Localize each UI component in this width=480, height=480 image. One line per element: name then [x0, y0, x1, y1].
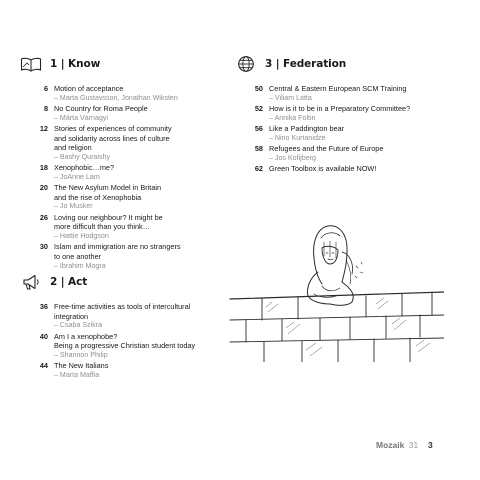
- toc-entry[interactable]: [20, 361, 230, 380]
- page-number: 40: [39, 331, 48, 341]
- section-header: [235, 54, 460, 74]
- open-book-icon: [20, 55, 42, 73]
- entry-title: Refugees and the Future of Europe: [269, 144, 384, 153]
- toc-entry[interactable]: [20, 104, 230, 123]
- toc-entry[interactable]: [20, 213, 230, 242]
- toc-list: [20, 84, 230, 271]
- entry-author: – Csaba Szikra: [54, 321, 103, 330]
- entry-author: – Márta Várnagyi: [54, 113, 109, 122]
- toc-entry[interactable]: [20, 163, 230, 182]
- entry-title: How is it to be in a Preparatory Committee?: [269, 104, 411, 113]
- entry-author: – Marta Gustavsson, Jonathan Wiksten: [54, 93, 178, 102]
- section-know: [20, 54, 230, 272]
- wall-figure-illustration: [226, 212, 444, 367]
- toc-entry[interactable]: [20, 332, 230, 361]
- section-header: [20, 272, 230, 292]
- page-number: 20: [39, 183, 48, 193]
- entry-title: Loving our neighbour? It might be more difficult than you think…: [54, 212, 163, 232]
- entry-author: – Viliam Latta: [269, 93, 312, 102]
- entry-title: The New Italians: [54, 361, 109, 371]
- magazine-name: Mozaik: [376, 440, 405, 450]
- toc-entry[interactable]: [235, 104, 460, 123]
- entry-title: Xenophobic…me?: [54, 163, 115, 173]
- page-number: 30: [39, 242, 48, 252]
- toc-list: [235, 84, 460, 174]
- entry-title: No Country for Roma People: [54, 104, 148, 113]
- entry-author: – Nino Kurtanidze: [269, 133, 326, 142]
- section-header: [20, 54, 230, 74]
- page-footer: [376, 440, 433, 450]
- entry-author: – JoAnne Lam: [54, 172, 100, 181]
- entry-author: – Ibrahim Mogra: [54, 261, 106, 270]
- section-title: 2 | Act: [50, 276, 88, 288]
- page-number: 58: [254, 144, 263, 153]
- page-number: 56: [254, 124, 263, 133]
- megaphone-icon: [20, 273, 42, 291]
- page-number: 6: [43, 84, 48, 93]
- page-number: 36: [39, 302, 48, 311]
- toc-entry[interactable]: [20, 124, 230, 162]
- entry-title: Stories of experiences of community and solidarity across lines of culture and religion: [54, 124, 172, 153]
- toc-entry[interactable]: [235, 164, 460, 174]
- toc-entry[interactable]: [20, 242, 230, 271]
- toc-list: [20, 302, 230, 380]
- toc-entry[interactable]: [235, 84, 460, 103]
- toc-entry[interactable]: [235, 144, 460, 163]
- entry-author: – Bashy Quraishy: [54, 152, 110, 161]
- page-number: 50: [254, 84, 263, 93]
- toc-entry[interactable]: [235, 124, 460, 143]
- entry-title: Green Toolbox is available NOW!: [269, 164, 377, 173]
- page-number: 44: [39, 361, 48, 371]
- entry-title: The New Asylum Model in Britain and the rise of Xenophobia: [54, 183, 162, 202]
- entry-author: – Marta Maffia: [54, 370, 100, 379]
- page-number: 18: [39, 163, 48, 173]
- entry-author: – Hattie Hodgson: [54, 231, 109, 240]
- page-number-footer: 3: [428, 440, 433, 450]
- entry-author: – Annika Foltin: [269, 113, 316, 122]
- section-title: 3 | Federation: [265, 58, 347, 70]
- entry-title: Am I a xenophobe? Being a progressive Christian student today: [54, 331, 196, 351]
- issue-number: 31: [408, 440, 419, 450]
- globe-icon: [235, 55, 257, 73]
- page-number: 52: [254, 104, 263, 113]
- entry-title: Islam and immigration are no strangers to one another: [54, 242, 181, 261]
- section-act: [20, 272, 230, 381]
- toc-entry[interactable]: [20, 84, 230, 103]
- entry-author: – Jo Musker: [54, 202, 93, 211]
- entry-author: – Shannon Philip: [54, 350, 108, 359]
- toc-entry[interactable]: [20, 302, 230, 331]
- page-number: 12: [39, 124, 48, 133]
- entry-title: Central & Eastern European SCM Training: [269, 84, 407, 93]
- entry-title: Like a Paddington bear: [269, 124, 345, 133]
- entry-author: – Jos Kofijberg: [269, 153, 316, 162]
- toc-entry[interactable]: [20, 183, 230, 212]
- page-number: 8: [43, 104, 48, 113]
- page-number: 26: [39, 212, 48, 222]
- section-federation: [235, 54, 460, 175]
- section-title: 1 | Know: [50, 58, 101, 70]
- entry-title: Free-time activities as tools of intercultural integration: [54, 302, 191, 321]
- entry-title: Motion of acceptance: [54, 84, 124, 93]
- page-number: 62: [254, 164, 263, 173]
